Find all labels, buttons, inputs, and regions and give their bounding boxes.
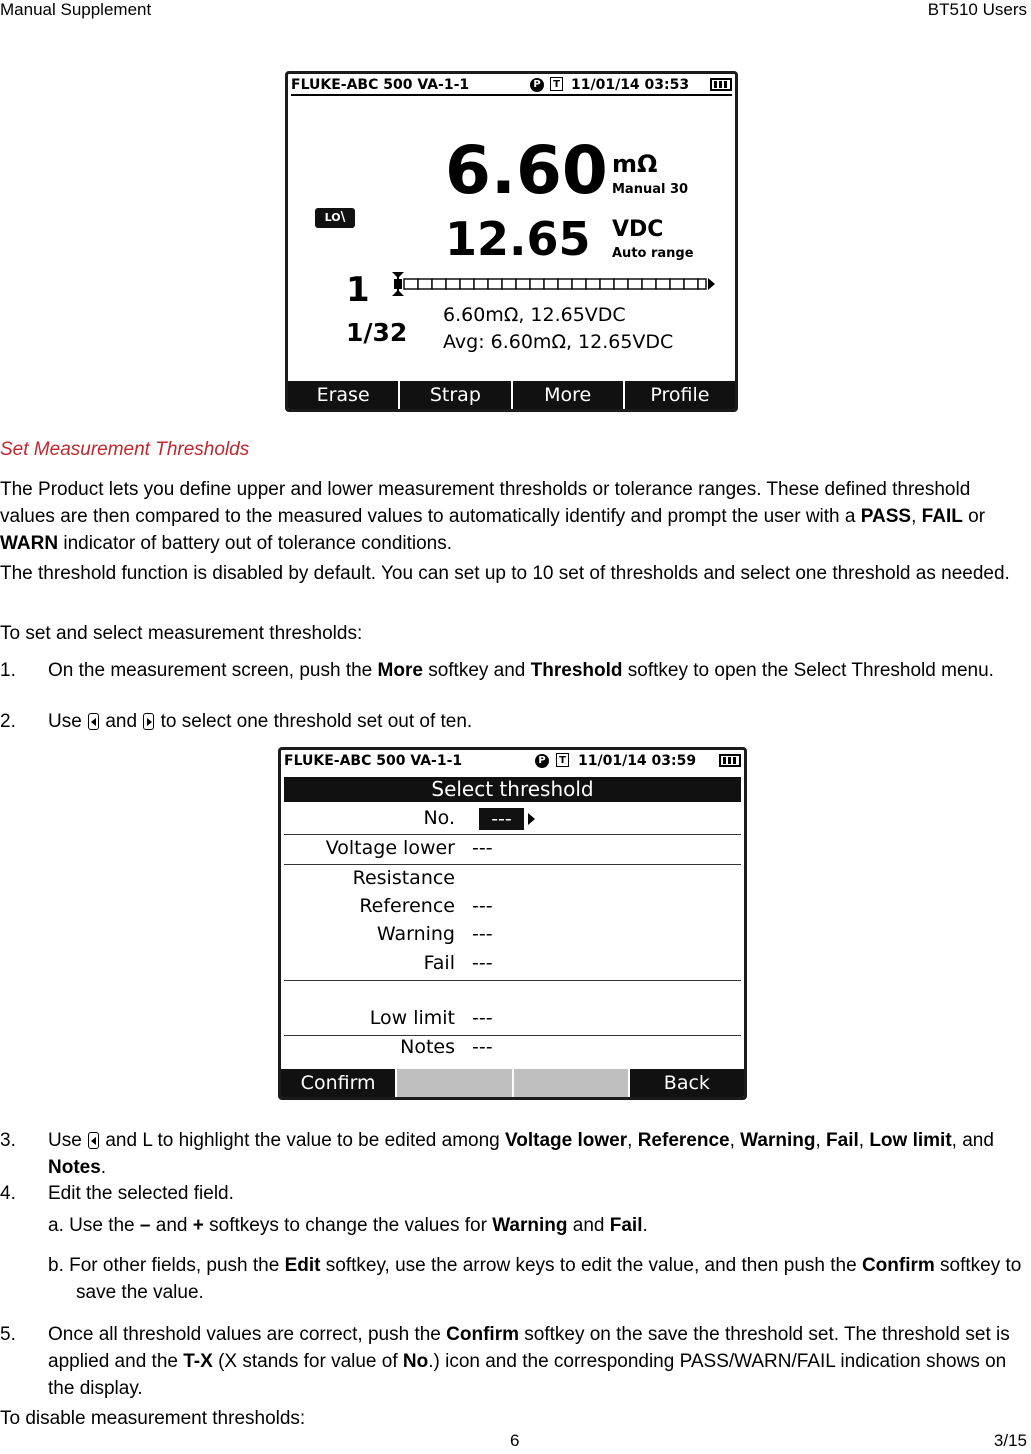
secondary-unit: VDC: [612, 217, 664, 242]
step-4b: b. For other fields, push the Edit softkey, use the arrow keys to edit the value, and then push the Confirm softkey to save the value.: [48, 1255, 1022, 1303]
t-icon: T: [556, 753, 569, 767]
right-arrow-icon: [528, 813, 535, 825]
menu-title: Select threshold: [284, 777, 741, 802]
secondary-value: 12.65: [445, 212, 591, 266]
field-row-voltage-lower[interactable]: Voltage lower ---: [284, 835, 741, 865]
last-reading: 6.60mΩ, 12.65VDC: [443, 304, 626, 326]
softkey-blank-3: [512, 1069, 628, 1097]
record-scroll-bar: [388, 270, 718, 300]
softkey-bar: [281, 1069, 744, 1097]
battery-icon: [719, 754, 741, 767]
t-icon: T: [550, 77, 563, 91]
right-arrow-key-icon: [143, 713, 154, 730]
field-label-fail[interactable]: Fail: [423, 952, 455, 974]
threshold-fields: [284, 805, 741, 1071]
field-value-low-limit[interactable]: ---: [472, 1007, 493, 1029]
step-4a: a. Use the – and + softkeys to change the values for Warning and Fail.: [48, 1215, 648, 1236]
page-number: 6: [510, 1431, 520, 1450]
field-value-fail[interactable]: ---: [472, 952, 493, 974]
status-bar: [281, 750, 744, 774]
section-title: Set Measurement Thresholds: [0, 439, 250, 460]
softkey-bar: [288, 381, 735, 409]
softkey-profile[interactable]: Profile: [623, 381, 735, 409]
status-divider: [291, 94, 732, 96]
primary-unit: mΩ: [612, 150, 658, 178]
datetime: 11/01/14 03:53: [571, 77, 690, 93]
field-row-no[interactable]: No. ---: [284, 805, 741, 835]
field-label-resistance: Resistance: [352, 867, 455, 889]
left-arrow-key-icon: [88, 713, 99, 730]
record-count: 1/32: [346, 318, 408, 347]
p-icon: P: [535, 754, 549, 768]
field-label-notes[interactable]: Notes: [400, 1036, 455, 1058]
record-index: 1: [346, 270, 370, 310]
field-value-warning[interactable]: ---: [472, 923, 493, 945]
select-threshold-screen: [278, 747, 747, 1100]
avg-reading: Avg: 6.60mΩ, 12.65VDC: [443, 331, 674, 353]
measurement-screen: [285, 71, 738, 412]
primary-mode: Manual 30: [612, 182, 689, 197]
divider: [284, 980, 741, 981]
running-header-right: BT510 Users: [927, 0, 1027, 19]
datetime: 11/01/14 03:59: [578, 753, 697, 769]
softkey-more[interactable]: More: [511, 381, 623, 409]
lo-badge: LO\: [315, 208, 355, 228]
paragraph-disable: To disable measurement thresholds:: [0, 1408, 306, 1429]
softkey-erase[interactable]: Erase: [316, 384, 370, 406]
battery-icon: [710, 78, 732, 91]
field-value-reference[interactable]: ---: [472, 895, 493, 917]
page-counter: 3/15: [993, 1431, 1027, 1450]
field-label-low-limit[interactable]: Low limit: [369, 1007, 455, 1029]
softkey-strap[interactable]: Strap: [398, 381, 510, 409]
divider: [284, 1035, 741, 1036]
running-header-left: Manual Supplement: [0, 0, 152, 19]
left-arrow-key-icon: [88, 1132, 99, 1149]
softkey-blank-2: [395, 1069, 511, 1097]
field-label-reference[interactable]: Reference: [359, 895, 455, 917]
field-label-warning[interactable]: Warning: [376, 923, 455, 945]
selected-value-box[interactable]: ---: [479, 808, 524, 830]
p-icon: P: [530, 78, 544, 92]
device-id: FLUKE-ABC 500 VA-1-1: [291, 77, 470, 93]
field-value-notes[interactable]: ---: [472, 1036, 493, 1058]
paragraph-default: The threshold function is disabled by default. You can set up to 10 set of thresholds and select one threshold as needed.: [0, 563, 1010, 584]
paragraph-procedure-intro: To set and select measurement thresholds:: [0, 623, 363, 644]
softkey-back[interactable]: Back: [628, 1069, 744, 1097]
softkey-confirm[interactable]: Confirm: [300, 1072, 376, 1094]
paragraph-intro: The Product lets you define upper and lower measurement thresholds or tolerance ranges. These defined threshold values are then compared to the measured values to automatically identify and prompt the user with a PASS, FAIL or WARN indicator of battery out of tolerance conditions.: [0, 479, 986, 554]
secondary-mode: Auto range: [612, 246, 694, 261]
device-id: FLUKE-ABC 500 VA-1-1: [284, 753, 463, 769]
primary-value: 6.60: [445, 132, 608, 209]
